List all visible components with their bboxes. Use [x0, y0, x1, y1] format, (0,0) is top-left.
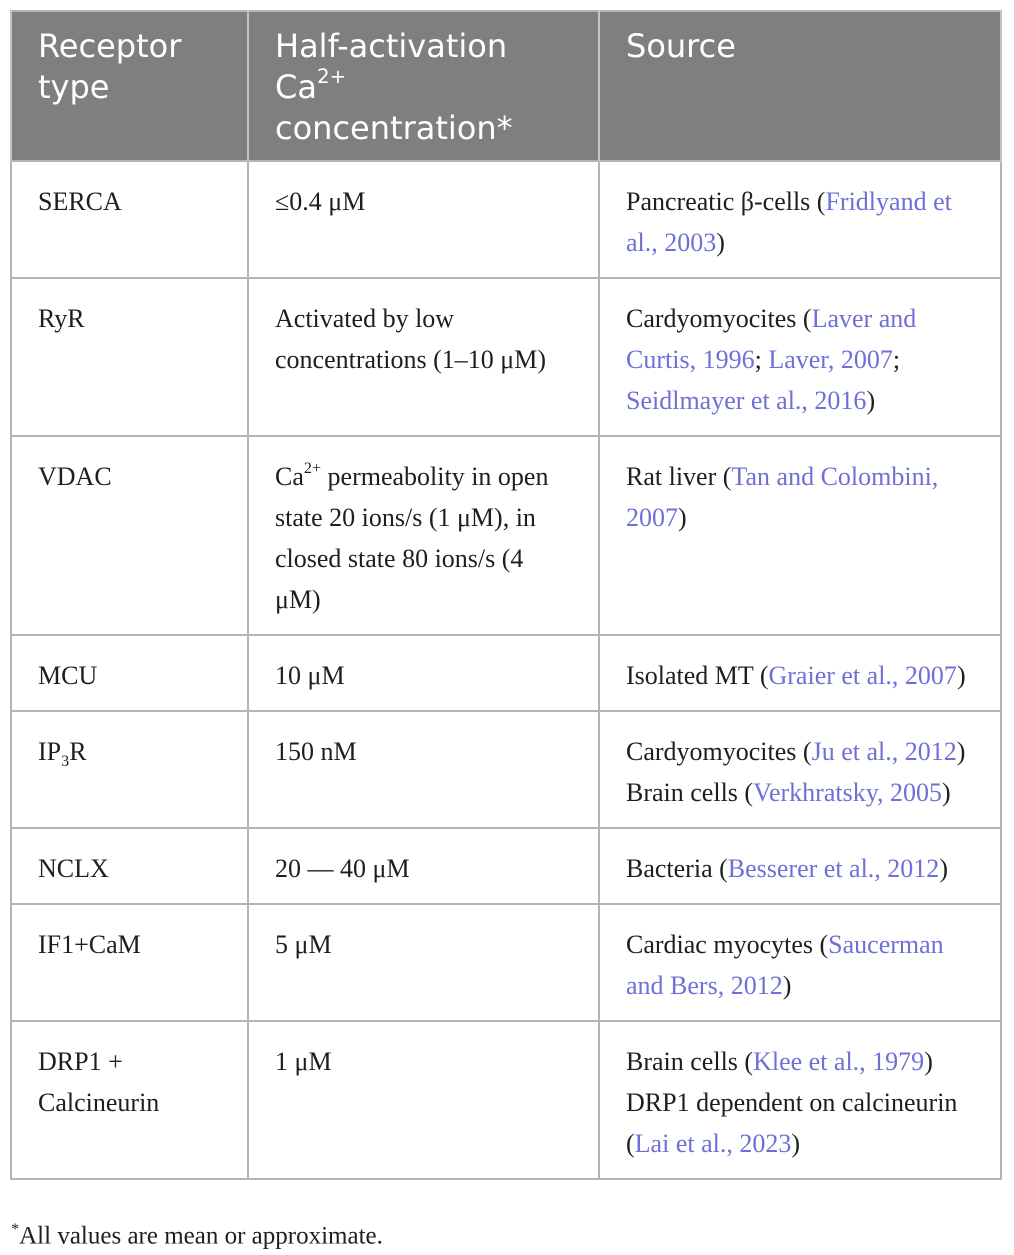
source-text: Pancreatic β-cells ( — [626, 187, 826, 216]
source-text: Cardiac myocytes ( — [626, 930, 829, 959]
source-separator: ; — [892, 345, 901, 374]
citation-link[interactable]: Saucerman and Bers, 2012 — [626, 930, 944, 1000]
table-row — [11, 635, 1001, 711]
cell-receptor: NCLX — [11, 828, 248, 904]
cell-receptor: VDAC — [11, 436, 248, 635]
source-text: Cardyomyocites ( — [626, 304, 812, 333]
citation-link[interactable]: Tan and Colombini, 2007 — [626, 462, 939, 532]
cell-receptor: RyR — [11, 278, 248, 436]
cell-source — [599, 161, 1001, 278]
header-half-activation-prefix: Half-activation — [275, 27, 508, 65]
source-text: ) — [678, 503, 687, 532]
citation-link[interactable]: Seidlmayer et al., 2016 — [626, 386, 867, 415]
source-text: Isolated MT ( — [626, 661, 769, 690]
cell-receptor: SERCA — [11, 161, 248, 278]
citation-link[interactable]: Laver and Curtis, 1996 — [626, 304, 917, 374]
cell-half-activation: Activated by low concentrations (1–10 μM) — [248, 278, 599, 436]
citation-link[interactable]: Verkhratsky, 2005 — [753, 778, 943, 807]
citation-link[interactable]: Ju et al., 2012 — [811, 737, 957, 766]
table-row — [11, 161, 1001, 278]
source-text: Brain cells ( — [626, 778, 754, 807]
source-text: ) — [956, 737, 966, 766]
cell-receptor: IF1+CaM — [11, 904, 248, 1021]
half-activation-text: permeabolity in open state 20 ions/s (1 μM), in closed state 80 ions/s (4 μM) — [275, 462, 549, 614]
cell-half-activation — [248, 436, 599, 635]
source-text: ) — [924, 1047, 933, 1076]
source-text: ) — [942, 778, 951, 807]
header-half-activation-ca: Ca — [275, 68, 317, 106]
source-text: Cardyomyocites ( — [626, 737, 812, 766]
ca-symbol: Ca — [275, 462, 304, 491]
table-row — [11, 904, 1001, 1021]
citation-link[interactable]: Graier et al., 2007 — [768, 661, 957, 690]
table-row — [11, 278, 1001, 436]
citation-link[interactable]: Lai et al., 2023 — [634, 1129, 792, 1158]
citation-link[interactable]: Klee et al., 1979 — [753, 1047, 925, 1076]
source-text: ) — [956, 661, 966, 690]
header-receptor-type: Receptor type — [11, 11, 248, 161]
table-footnote — [11, 1212, 383, 1253]
source-entry — [626, 731, 976, 772]
cell-source — [599, 711, 1001, 828]
cell-half-activation: 150 nM — [248, 711, 599, 828]
source-text: Bacteria ( — [626, 854, 728, 883]
source-text: DRP1 dependent on calcineurin ( — [626, 1088, 958, 1158]
ca-charge: 2+ — [303, 459, 322, 477]
cell-receptor: MCU — [11, 635, 248, 711]
citation-link[interactable]: Fridlyand et al., 2003 — [626, 187, 952, 257]
header-half-activation-sup: 2+ — [316, 65, 347, 89]
cell-source — [599, 904, 1001, 1021]
source-text: ) — [782, 971, 792, 1000]
header-source: Source — [599, 11, 1001, 161]
cell-receptor — [11, 711, 248, 828]
source-entry — [626, 772, 976, 813]
source-separator: ; — [754, 345, 769, 374]
citation-link[interactable]: Besserer et al., 2012 — [727, 854, 940, 883]
cell-half-activation: 20 — 40 μM — [248, 828, 599, 904]
cell-source — [599, 436, 1001, 635]
cell-source — [599, 1021, 1001, 1179]
cell-source — [599, 828, 1001, 904]
source-text: ) — [939, 854, 948, 883]
table-row — [11, 828, 1001, 904]
table-header-row — [11, 11, 1001, 161]
receptor-subscript: 3 — [61, 753, 70, 771]
source-text: ) — [866, 386, 876, 415]
cell-half-activation: 10 μM — [248, 635, 599, 711]
cell-half-activation: 1 μM — [248, 1021, 599, 1179]
table-row — [11, 436, 1001, 635]
table-row — [11, 1021, 1001, 1179]
footnote-text: All values are mean or approximate. — [19, 1222, 383, 1250]
source-text: ) — [716, 228, 725, 257]
source-text: Brain cells ( — [626, 1047, 754, 1076]
cell-half-activation: ≤0.4 μM — [248, 161, 599, 278]
citation-link[interactable]: Laver, 2007 — [768, 345, 893, 374]
source-text: ) — [791, 1129, 801, 1158]
table-row — [11, 711, 1001, 828]
cell-receptor: DRP1 + Calcineurin — [11, 1021, 248, 1179]
source-text: Rat liver ( — [626, 462, 732, 491]
receptor-prefix: IP — [38, 737, 62, 766]
footnote-marker: * — [11, 1220, 20, 1238]
receptor-table — [10, 10, 1002, 1180]
source-entry — [626, 1082, 976, 1164]
cell-source — [599, 278, 1001, 436]
header-half-activation-suffix: concentration* — [275, 109, 513, 147]
cell-source — [599, 635, 1001, 711]
source-entry — [626, 1041, 976, 1082]
header-half-activation — [248, 11, 599, 161]
cell-half-activation: 5 μM — [248, 904, 599, 1021]
receptor-suffix: R — [69, 737, 87, 766]
